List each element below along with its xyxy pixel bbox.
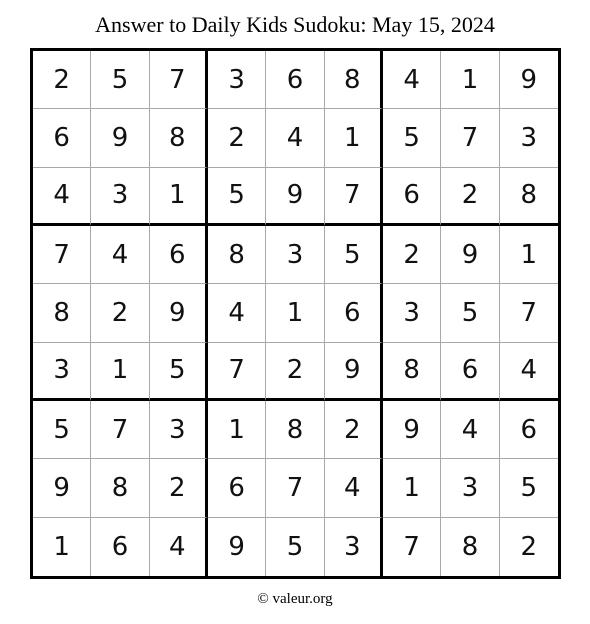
sudoku-cell: 5 (266, 518, 324, 576)
sudoku-cell: 6 (33, 109, 91, 167)
sudoku-cell: 5 (383, 109, 441, 167)
sudoku-cell: 8 (150, 109, 208, 167)
sudoku-grid (30, 48, 561, 579)
sudoku-cell: 4 (150, 518, 208, 576)
sudoku-cell: 4 (441, 401, 499, 459)
sudoku-cell: 5 (33, 401, 91, 459)
sudoku-cell: 2 (383, 226, 441, 284)
sudoku-cell: 6 (208, 459, 266, 517)
sudoku-cell: 9 (441, 226, 499, 284)
sudoku-cell: 5 (325, 226, 383, 284)
sudoku-cell: 4 (91, 226, 149, 284)
sudoku-cell: 2 (266, 343, 324, 401)
sudoku-cell: 1 (208, 401, 266, 459)
sudoku-cell: 8 (500, 168, 558, 226)
sudoku-cell: 5 (150, 343, 208, 401)
sudoku-cell: 6 (325, 284, 383, 342)
sudoku-cell: 1 (441, 51, 499, 109)
sudoku-cell: 8 (383, 343, 441, 401)
sudoku-cell: 3 (150, 401, 208, 459)
page-title: Answer to Daily Kids Sudoku: May 15, 2024 (95, 12, 495, 37)
sudoku-cell: 6 (150, 226, 208, 284)
sudoku-cell: 3 (441, 459, 499, 517)
sudoku-cell: 5 (91, 51, 149, 109)
sudoku-cell: 2 (325, 401, 383, 459)
sudoku-cell: 9 (33, 459, 91, 517)
sudoku-cell: 7 (150, 51, 208, 109)
sudoku-cell: 8 (91, 459, 149, 517)
sudoku-cell: 8 (33, 284, 91, 342)
sudoku-cell: 7 (91, 401, 149, 459)
sudoku-cell: 8 (441, 518, 499, 576)
sudoku-cell: 2 (441, 168, 499, 226)
sudoku-cell: 6 (383, 168, 441, 226)
sudoku-cell: 3 (383, 284, 441, 342)
sudoku-cell: 4 (383, 51, 441, 109)
sudoku-cell: 8 (266, 401, 324, 459)
sudoku-cell: 8 (208, 226, 266, 284)
sudoku-cell: 6 (441, 343, 499, 401)
sudoku-cell: 9 (266, 168, 324, 226)
sudoku-cell: 4 (325, 459, 383, 517)
sudoku-cell: 7 (500, 284, 558, 342)
sudoku-cell: 2 (33, 51, 91, 109)
sudoku-cell: 7 (441, 109, 499, 167)
sudoku-cell: 7 (208, 343, 266, 401)
copyright-footer: © valeur.org (257, 591, 333, 607)
sudoku-cell: 2 (150, 459, 208, 517)
sudoku-cell: 9 (150, 284, 208, 342)
sudoku-cell: 3 (500, 109, 558, 167)
sudoku-cell: 9 (325, 343, 383, 401)
sudoku-cell: 2 (208, 109, 266, 167)
sudoku-cell: 3 (266, 226, 324, 284)
sudoku-cell: 6 (500, 401, 558, 459)
sudoku-cell: 1 (266, 284, 324, 342)
sudoku-cell: 2 (520, 531, 538, 562)
sudoku-cell: 1 (383, 459, 441, 517)
sudoku-cell: 4 (266, 109, 324, 167)
sudoku-cell: 9 (91, 109, 149, 167)
sudoku-cell: 7 (266, 459, 324, 517)
sudoku-cell: 1 (91, 343, 149, 401)
sudoku-cell: 9 (208, 518, 266, 576)
sudoku-cell: 3 (91, 168, 149, 226)
sudoku-cell: 7 (383, 518, 441, 576)
sudoku-cell: 1 (325, 109, 383, 167)
sudoku-cell: 4 (500, 343, 558, 401)
sudoku-cell: 7 (33, 226, 91, 284)
sudoku-cell: 7 (325, 168, 383, 226)
sudoku-cell: 1 (150, 168, 208, 226)
sudoku-cell: 6 (91, 518, 149, 576)
sudoku-cell: 5 (500, 459, 558, 517)
sudoku-cell: 1 (33, 518, 91, 576)
sudoku-cell: 3 (325, 518, 383, 576)
sudoku-cell: 9 (383, 401, 441, 459)
sudoku-cell: 4 (33, 168, 91, 226)
sudoku-cell: 1 (500, 226, 558, 284)
sudoku-cell: 8 (325, 51, 383, 109)
sudoku-cell: 5 (441, 284, 499, 342)
sudoku-cell: 9 (500, 51, 558, 109)
sudoku-cell: 3 (33, 343, 91, 401)
sudoku-cell: 3 (208, 51, 266, 109)
sudoku-cell: 6 (266, 51, 324, 109)
sudoku-cell: 4 (208, 284, 266, 342)
sudoku-cell: 5 (208, 168, 266, 226)
sudoku-cell: 2 (91, 284, 149, 342)
